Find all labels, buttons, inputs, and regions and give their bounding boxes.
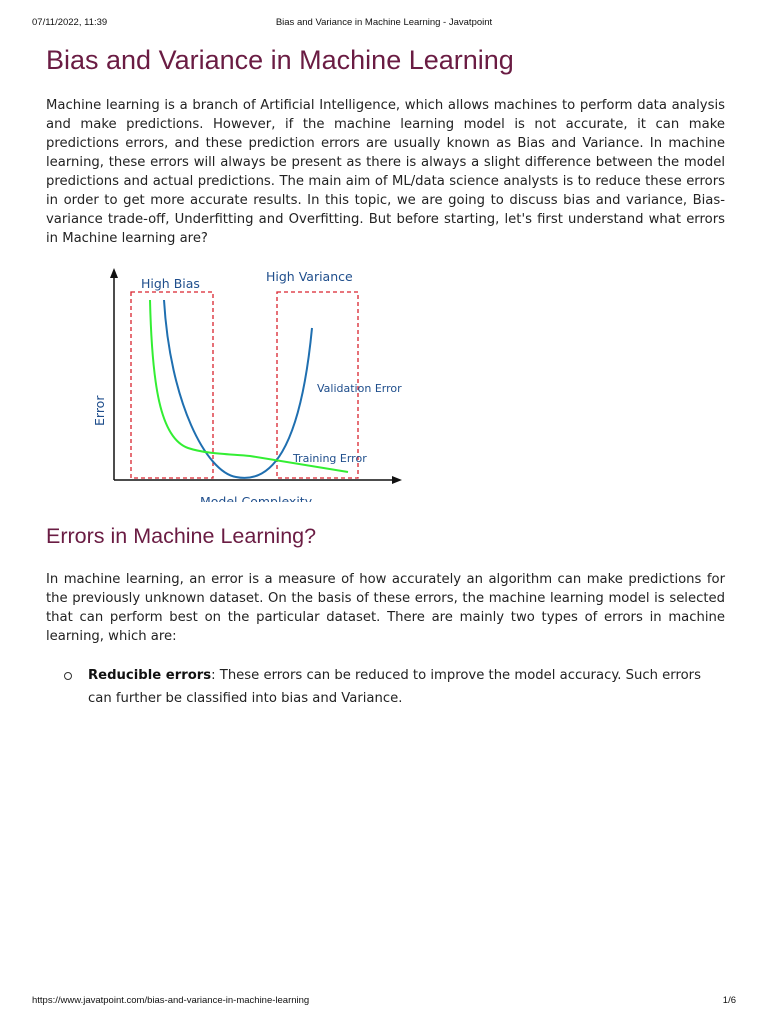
bias-variance-diagram bbox=[88, 262, 408, 502]
x-axis-label: Model Complexity bbox=[200, 494, 313, 502]
training-error-label: Training Error bbox=[293, 452, 367, 465]
print-page-number: 1/6 bbox=[722, 995, 736, 1006]
error-types-list bbox=[64, 664, 724, 710]
list-item-term: Reducible errors bbox=[88, 668, 212, 683]
print-datetime: 07/11/2022, 11:39 bbox=[32, 17, 108, 28]
print-page-title: Bias and Variance in Machine Learning - Javatpoint bbox=[275, 17, 493, 28]
x-axis-arrow bbox=[392, 476, 402, 484]
print-footer bbox=[32, 995, 736, 1009]
hollow-bullet-icon bbox=[64, 672, 72, 680]
print-url: https://www.javatpoint.com/bias-and-variance-in-machine-learning bbox=[32, 995, 310, 1006]
section-paragraph: In machine learning, an error is a measure of how accurately an algorithm can make predictions for the previously unknown dataset. On the basis of these errors, the machine learning model is selected that can perform best on the particular dataset. There are mainly two types of errors in machine learning, which are: bbox=[46, 572, 725, 644]
list-item bbox=[64, 664, 724, 710]
y-axis-arrow bbox=[110, 268, 118, 278]
validation-error-curve bbox=[164, 300, 312, 478]
list-item-text: : These errors can be reduced to improve the model accuracy. Such errors can further be classified into bias and Variance. bbox=[88, 668, 701, 706]
article bbox=[46, 42, 725, 706]
validation-error-label: Validation Error bbox=[317, 382, 402, 395]
section-heading: Errors in Machine Learning? bbox=[46, 524, 317, 548]
print-header bbox=[32, 17, 736, 31]
high-bias-label: High Bias bbox=[141, 276, 200, 291]
y-axis-label: Error bbox=[92, 395, 107, 426]
article-title: Bias and Variance in Machine Learning bbox=[46, 45, 514, 75]
intro-paragraph: Machine learning is a branch of Artificial Intelligence, which allows machines to perform data analysis and make predictions. However, if the machine learning model is not accurate, it can make predictions errors, and these prediction errors are usually known as Bias and Variance. In machine learning, these errors will always be present as there is always a slight difference between the model predictions and actual predictions. The main aim of ML/data science analysts is to reduce these errors in order to get more accurate results. In this topic, we are going to discuss bias and variance, Bias-variance trade-off, Underfitting and Overfitting. But before starting, let's first understand what errors in Machine learning are? bbox=[46, 98, 725, 246]
bias-variance-figure bbox=[88, 262, 408, 502]
high-variance-label: High Variance bbox=[266, 269, 353, 284]
